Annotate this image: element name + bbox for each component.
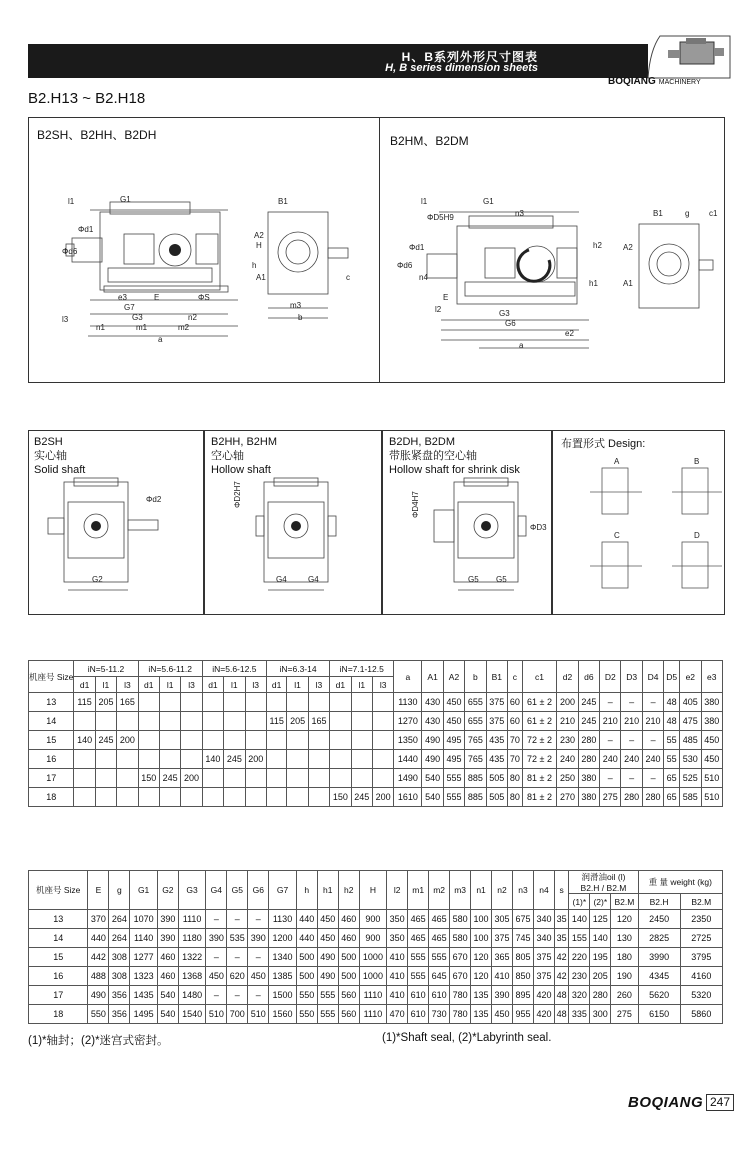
table-row: 17 150 245 200 1490 540 555 885 505 80 81 ± 2 250 380 – – – 65 525 510 — [29, 769, 723, 788]
hollow-shaft-text: B2HH, B2HM 空心轴 Hollow shaft — [211, 436, 278, 476]
gearbox-logo-icon — [640, 30, 730, 80]
header-title-cn: H、B系列外形尺寸图表 — [401, 50, 538, 64]
header-bar — [28, 44, 648, 78]
table-row: 18 550 356 1495 540 1540 510 700 510 1560 550 555 560 1110 470 610 730 780 135 450 955 420 48 335 300 275 6150 5860 — [29, 1005, 723, 1024]
svg-text:B1: B1 — [653, 209, 663, 218]
panel-top-left-title: B2SH、B2HH、B2DH — [37, 128, 157, 142]
size-header: 机座号 Size — [29, 661, 74, 693]
svg-text:n4: n4 — [419, 273, 428, 282]
svg-text:n2: n2 — [188, 313, 197, 322]
note-cn: (1)*轴封；(2)*迷宫式密封。 — [28, 1035, 169, 1047]
svg-text:C: C — [614, 531, 620, 540]
design-title: 布置形式 Design: — [561, 438, 646, 450]
table-row: 18 150 245 200 1610 540 555 885 505 80 81 ± 2 270 380 275 280 280 65 585 510 — [29, 788, 723, 807]
svg-text:Φd1: Φd1 — [409, 243, 425, 252]
svg-text:h1: h1 — [589, 279, 598, 288]
drawing-design-arrangements — [552, 452, 725, 602]
header-title-en: H, B series dimension sheets — [385, 62, 538, 74]
svg-text:ΦD5H9: ΦD5H9 — [427, 213, 454, 222]
svg-text:b: b — [298, 313, 303, 322]
svg-text:c1: c1 — [709, 209, 718, 218]
dimension-table-2 — [28, 870, 723, 1024]
svg-text:A1: A1 — [256, 273, 266, 282]
svg-text:A2: A2 — [623, 243, 633, 252]
size-header: 机座号 Size — [29, 871, 88, 910]
weight-header: 重 量 weight (kg) — [638, 871, 722, 894]
drawing-shrink-disk — [382, 478, 552, 608]
svg-text:B1: B1 — [278, 197, 288, 206]
table-row: 13 370 264 1070 390 1110 – – – 1130 440 450 460 900 350 465 465 580 100 305 675 340 35 140 125 120 2450 2350 — [29, 910, 723, 929]
svg-text:Φd6: Φd6 — [62, 247, 78, 256]
drawing-solid-shaft — [28, 478, 204, 608]
svg-text:A2: A2 — [254, 231, 264, 240]
svg-text:G1: G1 — [120, 195, 131, 204]
label-g5-left: G5 — [468, 575, 479, 584]
drawing-b2hm-top — [379, 150, 725, 380]
svg-text:D: D — [694, 531, 700, 540]
table-row: 14 115 205 165 1270 430 450 655 375 60 61 ± 2 210 245 210 210 210 48 475 380 — [29, 712, 723, 731]
svg-text:E: E — [443, 293, 449, 302]
svg-text:n3: n3 — [515, 209, 524, 218]
top-left-dimension-labels — [62, 195, 350, 344]
svg-text:c: c — [346, 273, 350, 282]
svg-text:Φd6: Φd6 — [397, 261, 413, 270]
shrink-disk-text: B2DH, B2DM 带胀紧盘的空心轴 Hollow shaft for shrink disk — [389, 436, 520, 476]
svg-text:l3: l3 — [62, 315, 69, 324]
table2-header-row: 机座号 Size E g G1 G2 G3 G4 G5 G6 G7 h h1 h2 H l2 m1 m2 m3 n1 n2 n3 n4 s 润滑油oil (l) B2.H / B2.M 重 量 weight (kg) — [29, 871, 723, 894]
svg-text:l1: l1 — [68, 197, 75, 206]
label-g2: G2 — [92, 575, 103, 584]
svg-text:h: h — [252, 261, 257, 270]
svg-text:G6: G6 — [505, 319, 516, 328]
svg-text:h2: h2 — [593, 241, 602, 250]
svg-text:n1: n1 — [96, 323, 105, 332]
label-phi-d2: Φd2 — [146, 495, 162, 504]
oil-header: 润滑油oil (l) B2.H / B2.M — [569, 871, 638, 894]
table-row: 13 115 205 165 1130 430 450 655 375 60 61 ± 2 200 245 – – – 48 405 380 — [29, 693, 723, 712]
svg-text:m3: m3 — [290, 301, 302, 310]
svg-text:G3: G3 — [499, 309, 510, 318]
svg-text:A1: A1 — [623, 279, 633, 288]
label-phi-d3: ΦD3 — [530, 523, 547, 532]
top-right-dimension-labels — [397, 197, 718, 350]
series-range: B2.H13 ~ B2.H18 — [28, 90, 146, 107]
svg-text:a: a — [519, 341, 524, 350]
table-row: 14 440 264 1140 390 1180 390 535 390 1200 440 450 460 900 350 465 465 580 100 375 745 340 35 155 140 130 2825 2725 — [29, 929, 723, 948]
svg-text:B: B — [694, 457, 700, 466]
label-g5-right: G5 — [496, 575, 507, 584]
svg-text:G7: G7 — [124, 303, 135, 312]
svg-text:m1: m1 — [136, 323, 148, 332]
footer-brand: BOQIANG — [628, 1094, 704, 1111]
solid-shaft-text: B2SH 实心轴 Solid shaft — [34, 436, 86, 476]
table-row: 15 442 308 1277 460 1322 – – – 1340 500 490 500 1000 410 555 555 670 120 365 805 375 42 220 195 180 3990 3795 — [29, 948, 723, 967]
table-row: 15 140 245 200 1350 490 495 765 435 70 72 ± 2 230 280 – – – 55 485 450 — [29, 731, 723, 750]
note-en: (1)*Shaft seal, (2)*Labyrinth seal. — [382, 1032, 552, 1044]
svg-text:m2: m2 — [178, 323, 190, 332]
header-brand: BOQIANG MACHINERY — [608, 76, 701, 87]
svg-text:a: a — [158, 335, 163, 344]
svg-text:E: E — [154, 293, 160, 302]
label-phi-d2h7: ΦD2H7 — [233, 481, 242, 508]
table-row: 16 140 245 200 1440 490 495 765 435 70 72 ± 2 240 280 240 240 240 55 530 450 — [29, 750, 723, 769]
svg-text:e2: e2 — [565, 329, 574, 338]
table1-header-row: 机座号 Size iN=5-11.2 iN=5.6-11.2 iN=5.6-12.5 iN=6.3-14 iN=7.1-12.5 a A1 A2 b B1 c c1 d2 d6 D2 D3 D4 D5 e2 e3 — [29, 661, 723, 677]
table-row: 16 488 308 1323 460 1368 450 620 450 1385 500 490 500 1000 410 555 645 670 120 410 850 375 42 230 205 190 4345 4160 — [29, 967, 723, 986]
svg-text:Φd1: Φd1 — [78, 225, 94, 234]
svg-text:l2: l2 — [435, 305, 442, 314]
table2-subheader-row: (1)* (2)* B2.M B2.H B2.M — [29, 894, 723, 910]
svg-text:H: H — [256, 241, 262, 250]
panel-top-right-title: B2HM、B2DM — [390, 134, 469, 148]
label-phi-d4h7: ΦD4H7 — [411, 491, 420, 518]
svg-text:G1: G1 — [483, 197, 494, 206]
svg-text:g: g — [685, 209, 690, 218]
svg-text:ΦS: ΦS — [198, 293, 210, 302]
table-row: 17 490 356 1435 540 1480 – – – 1500 550 555 560 1110 410 610 610 780 135 390 895 420 48 320 280 260 5620 5320 — [29, 986, 723, 1005]
label-g4-left: G4 — [276, 575, 287, 584]
page-number: 247 — [706, 1094, 734, 1111]
dimension-table-1 — [28, 660, 723, 807]
svg-text:l1: l1 — [421, 197, 428, 206]
svg-text:A: A — [614, 457, 620, 466]
drawing-b2sh-top — [28, 150, 380, 380]
drawing-hollow-shaft — [204, 478, 382, 608]
table1-subheader-row: d1 l1 l3 d1 l1 l3 d1 l1 l3 d1 l1 l3 d1 l1 l3 — [29, 677, 723, 693]
svg-text:G3: G3 — [132, 313, 143, 322]
label-g4-right: G4 — [308, 575, 319, 584]
design-labels — [614, 457, 700, 540]
svg-text:e3: e3 — [118, 293, 127, 302]
